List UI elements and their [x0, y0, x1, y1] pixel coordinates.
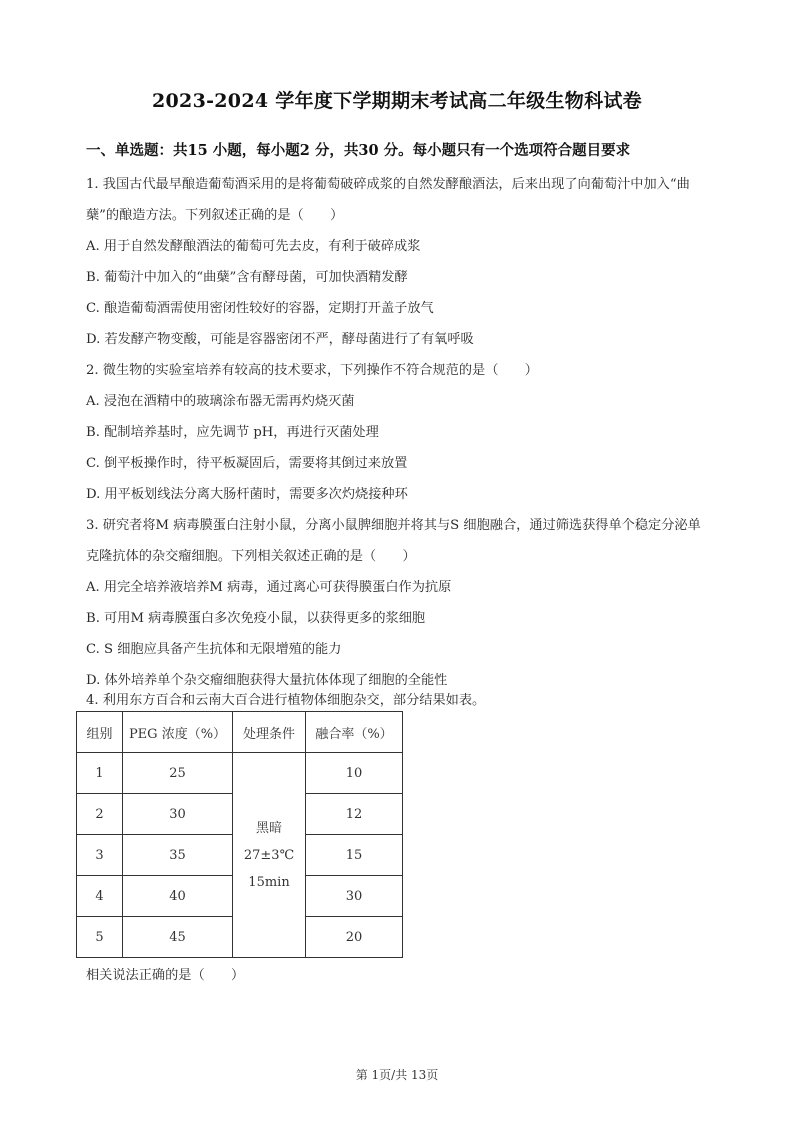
table-header-row — [77, 712, 403, 753]
q1-option-a: A. 用于自然发酵酿酒法的葡萄可先去皮，有利于破碎成浆 — [86, 239, 421, 254]
condition-dark: 黑暗 — [255, 820, 282, 836]
cell-rate: 15 — [306, 835, 403, 876]
cell-rate: 20 — [306, 917, 403, 958]
cell-group: 2 — [77, 794, 123, 835]
cell-condition — [233, 753, 306, 958]
fusion-results-table — [76, 711, 403, 958]
cell-rate: 30 — [306, 876, 403, 917]
cell-peg: 45 — [123, 917, 233, 958]
q4-after-table: 相关说法正确的是（ ） — [86, 968, 245, 983]
q2-option-a: A. 浸泡在酒精中的玻璃涂布器无需再灼烧灭菌 — [86, 394, 355, 409]
q2-option-b: B. 配制培养基时，应先调节 pH，再进行灭菌处理 — [86, 425, 379, 440]
q3-option-c: C. S 细胞应具备产生抗体和无限增殖的能力 — [86, 642, 342, 657]
q1-option-d: D. 若发酵产物变酸，可能是容器密闭不严，酵母菌进行了有氧呼吸 — [86, 332, 474, 347]
page-footer: 第 1页/共 13页 — [355, 1068, 439, 1082]
q2-stem-line1: 2. 微生物的实验室培养有较高的技术要求，下列操作不符合规范的是（ ） — [86, 363, 538, 378]
section-heading: 一、单选题：共15 小题，每小题2 分，共30 分。每小题只有一个选项符合题目要求 — [86, 142, 631, 159]
condition-time: 15min — [248, 874, 290, 890]
q1-stem-line2: 蘖”的酿造方法。下列叙述正确的是（ ） — [86, 208, 344, 223]
page-title: 2023-2024 学年度下学期期末考试高二年级生物科试卷 — [152, 90, 642, 112]
header-peg: PEG 浓度（%） — [123, 712, 233, 753]
q2-option-d: D. 用平板划线法分离大肠杆菌时，需要多次灼烧接种环 — [86, 487, 408, 502]
q1-stem-line1: 1. 我国古代最早酿造葡萄酒采用的是将葡萄破碎成浆的自然发酵酿酒法，后来出现了向葡萄汁中加入“曲 — [86, 177, 690, 192]
cell-group: 1 — [77, 753, 123, 794]
cell-rate: 10 — [306, 753, 403, 794]
q1-option-b: B. 葡萄汁中加入的“曲蘖”含有酵母菌，可加快酒精发酵 — [86, 270, 408, 285]
q1-option-c: C. 酿造葡萄酒需使用密闭性较好的容器，定期打开盖子放气 — [86, 301, 434, 316]
cell-group: 4 — [77, 876, 123, 917]
q3-option-b: B. 可用M 病毒膜蛋白多次免疫小鼠，以获得更多的浆细胞 — [86, 611, 426, 626]
table-row — [77, 753, 403, 794]
q3-option-a: A. 用完全培养液培养M 病毒，通过离心可获得膜蛋白作为抗原 — [86, 580, 452, 595]
header-condition: 处理条件 — [233, 712, 306, 753]
cell-group: 3 — [77, 835, 123, 876]
cell-peg: 25 — [123, 753, 233, 794]
cell-group: 5 — [77, 917, 123, 958]
q3-option-d: D. 体外培养单个杂交瘤细胞获得大量抗体体现了细胞的全能性 — [86, 673, 448, 688]
cell-peg: 35 — [123, 835, 233, 876]
header-rate: 融合率（%） — [306, 712, 403, 753]
cell-peg: 40 — [123, 876, 233, 917]
q2-option-c: C. 倒平板操作时，待平板凝固后，需要将其倒过来放置 — [86, 456, 408, 471]
header-group: 组别 — [77, 712, 123, 753]
q3-stem-line1: 3. 研究者将M 病毒膜蛋白注射小鼠，分离小鼠脾细胞并将其与S 细胞融合，通过筛选获得单个稳定分泌单 — [86, 518, 701, 533]
q4-stem-line1: 4. 利用东方百合和云南大百合进行植物体细胞杂交，部分结果如表。 — [86, 693, 486, 708]
cell-rate: 12 — [306, 794, 403, 835]
condition-temp: 27±3℃ — [243, 847, 295, 863]
cell-peg: 30 — [123, 794, 233, 835]
q3-stem-line2: 克隆抗体的杂交瘤细胞。下列相关叙述正确的是（ ） — [86, 549, 416, 564]
